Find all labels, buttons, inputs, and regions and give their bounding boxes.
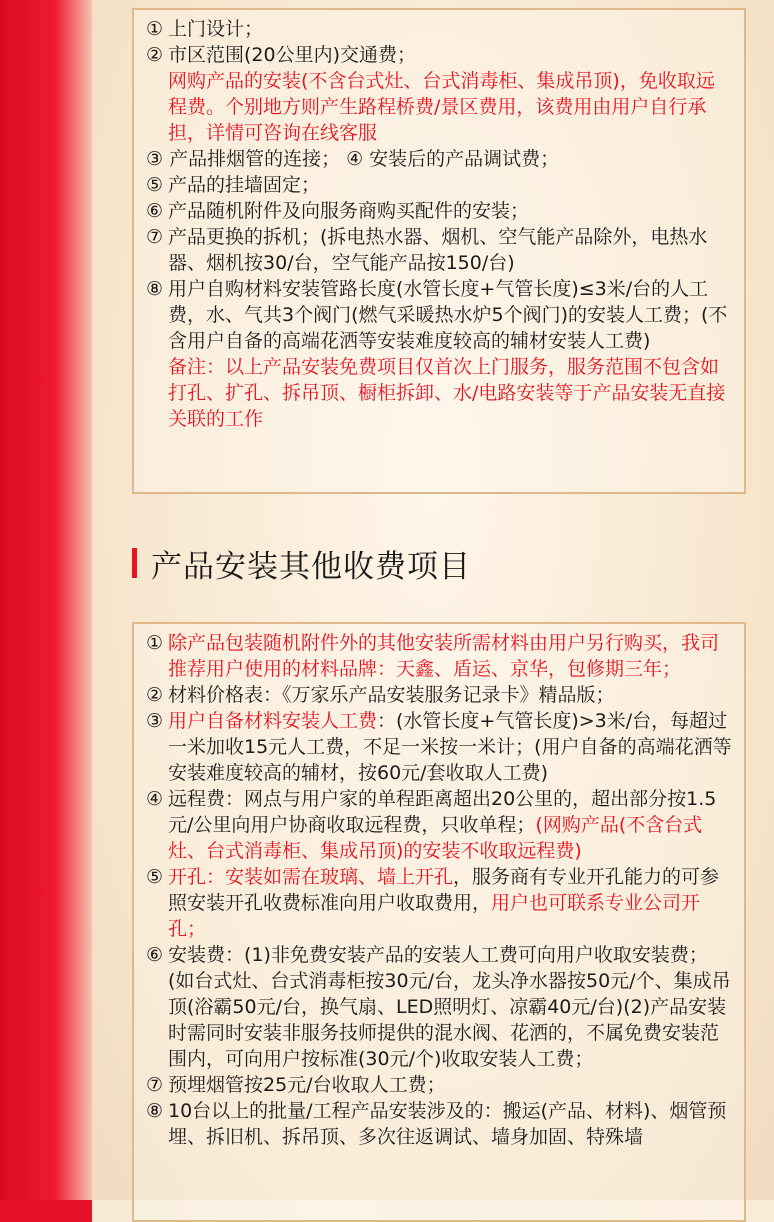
other-fees-box: [132, 622, 746, 1222]
online-purchase-note: 网购产品的安装(不含台式灶、台式消毒柜、集成吊顶)，免收取远程费。个别地方则产生路程桥费/景区费用，该费用由用户自行承担，详情可咨询在线客服: [168, 70, 715, 144]
list-item: ⑧ 用户自购材料安装管路长度(水管长度+气管长度)≤3米/台的人工费，水、气共3个阀门(燃气采暖热水炉5个阀门)的安装人工费；(不含用户自备的高端花洒等安装难度较高的辅材安装人工费): [146, 278, 728, 352]
list-item: ⑥ 产品随机附件及向服务商购买配件的安装；: [146, 200, 530, 222]
left-red-strip: [0, 0, 92, 1200]
free-service-box: [132, 8, 746, 494]
list-item: ① 除产品包装随机附件外的其他安装所需材料由用户另行购买，我司推荐用户使用的材料品牌：天鑫、盾运、京华，包修期三年；: [146, 632, 720, 680]
list-item: ⑦ 产品更换的拆机；(拆电热水器、烟机、空气能产品除外，电热水器、烟机按30/台，空气能产品按150/台): [146, 226, 708, 274]
remark-note: 备注：以上产品安装免费项目仅首次上门服务，服务范围不包含如打孔、扩孔、拆吊顶、橱柜拆卸、水/电路安装等于产品安装无直接关联的工作: [168, 356, 726, 430]
list-item: ⑤ 产品的挂墙固定；: [146, 174, 321, 196]
list-item: ⑧ 10台以上的批量/工程产品安装涉及的：搬运(产品、材料)、烟管预埋、拆旧机、拆吊顶、多次往返调试、墙身加固、特殊墙: [146, 1100, 727, 1148]
list-item: ⑥ 安装费：(1)非免费安装产品的安装人工费可向用户收取安装费；(如台式灶、台式消毒柜按30元/台，龙头净水器按50元/个、集成吊顶(浴霸50元/台，换气扇、LED照明灯、凉霸40元/台)(2)产品安装时需同时安装非服务技师提供的混水阀、花洒的，不属免费安装范围内，可向用户按标准(30元/个)收取安装人工费；: [146, 944, 731, 1070]
list-item: ⑦ 预埋烟管按25元/台收取人工费；: [146, 1074, 446, 1096]
heading-accent-bar: [132, 548, 137, 578]
list-item: ④ 远程费：网点与用户家的单程距离超出20公里的，超出部分按1.5元/公里向用户协商收取远程费，只收单程；(网购产品(不含台式灶、台式消毒柜、集成吊顶)的安装不收取远程费): [146, 788, 717, 862]
list-item: ③ 用户自备材料安装人工费：(水管长度+气管长度)>3米/台，每超过一米加收15元人工费，不足一米按一米计；(用户自备的高端花洒等安装难度较高的辅材，按60元/套收取人工费): [146, 710, 732, 784]
list-item: ② 市区范围(20公里内)交通费；: [146, 44, 417, 66]
section-title: 产品安装其他收费项目: [151, 548, 471, 585]
list-item: ② 材料价格表：《万家乐产品安装服务记录卡》精品版；: [146, 684, 615, 706]
list-item: ③ 产品排烟管的连接； ④ 安装后的产品调试费；: [146, 148, 560, 170]
list-item: ① 上门设计；: [146, 18, 264, 40]
list-item: ⑤ 开孔：安装如需在玻璃、墙上开孔，服务商有专业开孔能力的可参照安装开孔收费标准向用户收取费用，用户也可联系专业公司开孔；: [146, 866, 720, 940]
section-heading: [132, 543, 471, 583]
